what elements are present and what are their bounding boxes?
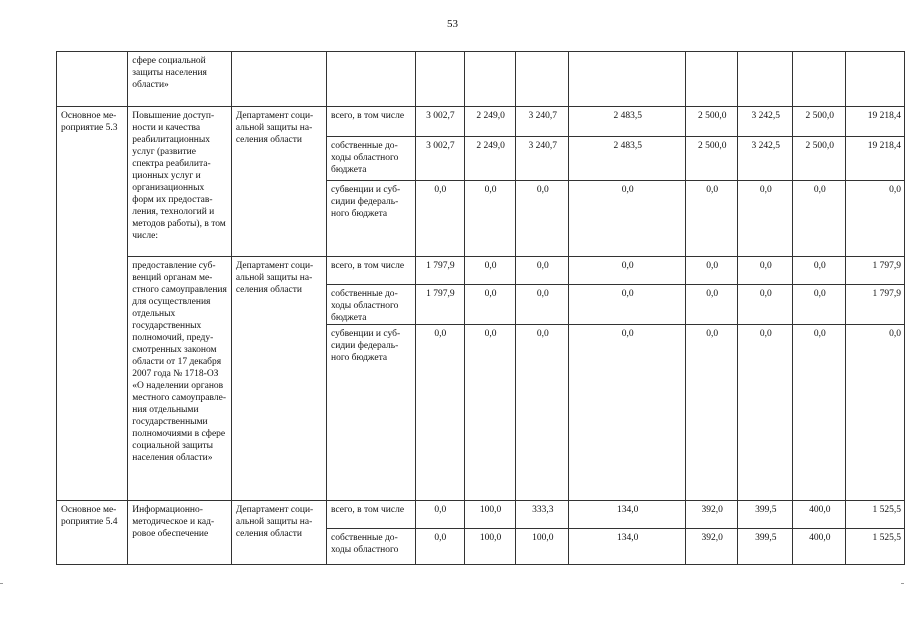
value-cell: [516, 52, 569, 107]
value-cell: 2 500,0: [686, 137, 738, 181]
executor-cell: Департамент социальной защиты населения области: [231, 257, 326, 501]
funding-source-cell: субвенции и субсидии федерального бюджета: [327, 325, 416, 501]
funding-source-cell: собственные доходы областного бюджета: [327, 285, 416, 325]
value-cell: 0,0: [793, 325, 846, 501]
value-cell: 0,0: [738, 325, 793, 501]
value-cell: 0,0: [738, 257, 793, 285]
funding-source-cell: всего, в том числе: [327, 257, 416, 285]
total-cell: 0,0: [846, 325, 905, 501]
value-cell: 0,0: [569, 285, 686, 325]
value-cell: 0,0: [686, 257, 738, 285]
value-cell: 3 240,7: [516, 137, 569, 181]
scan-edge-mark: [0, 583, 3, 584]
value-cell: 399,5: [738, 501, 793, 529]
value-cell: 0,0: [738, 285, 793, 325]
value-cell: 0,0: [686, 181, 738, 257]
value-cell: [415, 52, 464, 107]
page-number: 53: [447, 18, 458, 30]
value-cell: 3 242,5: [738, 137, 793, 181]
value-cell: 0,0: [465, 181, 516, 257]
value-cell: 3 240,7: [516, 107, 569, 137]
value-cell: 0,0: [415, 181, 464, 257]
value-cell: 100,0: [465, 529, 516, 565]
event-name-cell: Повышение доступности и качества реабилитационных услуг (развитие спектра реабилитационных услуг и организационных форм их предоставления, технологий и методов работы), в том числе:: [128, 107, 232, 257]
funding-source-cell: [327, 52, 416, 107]
event-cell: Основное мероприятие 5.3: [57, 107, 128, 501]
value-cell: [569, 52, 686, 107]
value-cell: 0,0: [415, 529, 464, 565]
value-cell: [686, 52, 738, 107]
value-cell: 3 242,5: [738, 107, 793, 137]
table-row: [57, 257, 905, 285]
funding-source-cell: собственные доходы областного: [327, 529, 416, 565]
value-cell: 2 500,0: [793, 137, 846, 181]
scan-edge-mark: [901, 583, 904, 584]
value-cell: 400,0: [793, 501, 846, 529]
value-cell: 3 002,7: [415, 107, 464, 137]
event-name-cell: предоставление субвенций органам местного самоуправления для осуществления отдельных государственных полномочий, предусмотренных законом области от 17 декабря 2007 года № 1718-ОЗ «О наделении органов местного самоуправления отдельными государственными полномочиями в сфере социальной защиты населения области»: [128, 257, 232, 501]
value-cell: 0,0: [793, 257, 846, 285]
value-cell: 2 249,0: [465, 137, 516, 181]
executor-cell: Департамент социальной защиты населения области: [231, 107, 326, 257]
event-cell: [57, 52, 128, 107]
value-cell: 2 483,5: [569, 107, 686, 137]
value-cell: 0,0: [465, 285, 516, 325]
funding-source-cell: субвенции и субсидии федерального бюджета: [327, 181, 416, 257]
value-cell: 333,3: [516, 501, 569, 529]
total-cell: [846, 52, 905, 107]
total-cell: 1 797,9: [846, 285, 905, 325]
value-cell: 0,0: [686, 325, 738, 501]
total-cell: 1 797,9: [846, 257, 905, 285]
value-cell: 2 483,5: [569, 137, 686, 181]
value-cell: 0,0: [516, 285, 569, 325]
funding-source-cell: всего, в том числе: [327, 107, 416, 137]
value-cell: 399,5: [738, 529, 793, 565]
value-cell: 0,0: [465, 325, 516, 501]
value-cell: 100,0: [516, 529, 569, 565]
funding-source-cell: собственные доходы областного бюджета: [327, 137, 416, 181]
value-cell: 0,0: [415, 325, 464, 501]
value-cell: 0,0: [516, 181, 569, 257]
value-cell: 0,0: [793, 285, 846, 325]
executor-cell: Департамент социальной защиты населения области: [231, 501, 326, 565]
value-cell: 0,0: [516, 325, 569, 501]
budget-table: [56, 51, 905, 565]
value-cell: 2 249,0: [465, 107, 516, 137]
table-row: [57, 52, 905, 107]
value-cell: 0,0: [738, 181, 793, 257]
value-cell: 0,0: [793, 181, 846, 257]
value-cell: 100,0: [465, 501, 516, 529]
funding-source-cell: всего, в том числе: [327, 501, 416, 529]
value-cell: 0,0: [686, 285, 738, 325]
value-cell: 392,0: [686, 529, 738, 565]
total-cell: 0,0: [846, 181, 905, 257]
value-cell: 134,0: [569, 501, 686, 529]
value-cell: [793, 52, 846, 107]
value-cell: [738, 52, 793, 107]
value-cell: 0,0: [569, 257, 686, 285]
value-cell: 0,0: [569, 325, 686, 501]
value-cell: 0,0: [569, 181, 686, 257]
value-cell: 1 797,9: [415, 257, 464, 285]
value-cell: 0,0: [465, 257, 516, 285]
total-cell: 19 218,4: [846, 107, 905, 137]
value-cell: 400,0: [793, 529, 846, 565]
total-cell: 1 525,5: [846, 529, 905, 565]
value-cell: 2 500,0: [686, 107, 738, 137]
event-name-cell: сфере социальной защиты населения области»: [128, 52, 232, 107]
event-cell: Основное мероприятие 5.4: [57, 501, 128, 565]
value-cell: 2 500,0: [793, 107, 846, 137]
value-cell: 134,0: [569, 529, 686, 565]
table-row: [57, 107, 905, 137]
value-cell: 0,0: [516, 257, 569, 285]
value-cell: 392,0: [686, 501, 738, 529]
total-cell: 19 218,4: [846, 137, 905, 181]
table-row: [57, 501, 905, 529]
value-cell: 0,0: [415, 501, 464, 529]
value-cell: 3 002,7: [415, 137, 464, 181]
total-cell: 1 525,5: [846, 501, 905, 529]
event-name-cell: Информационно-методическое и кадровое обеспечение: [128, 501, 232, 565]
executor-cell: [231, 52, 326, 107]
value-cell: [465, 52, 516, 107]
value-cell: 1 797,9: [415, 285, 464, 325]
